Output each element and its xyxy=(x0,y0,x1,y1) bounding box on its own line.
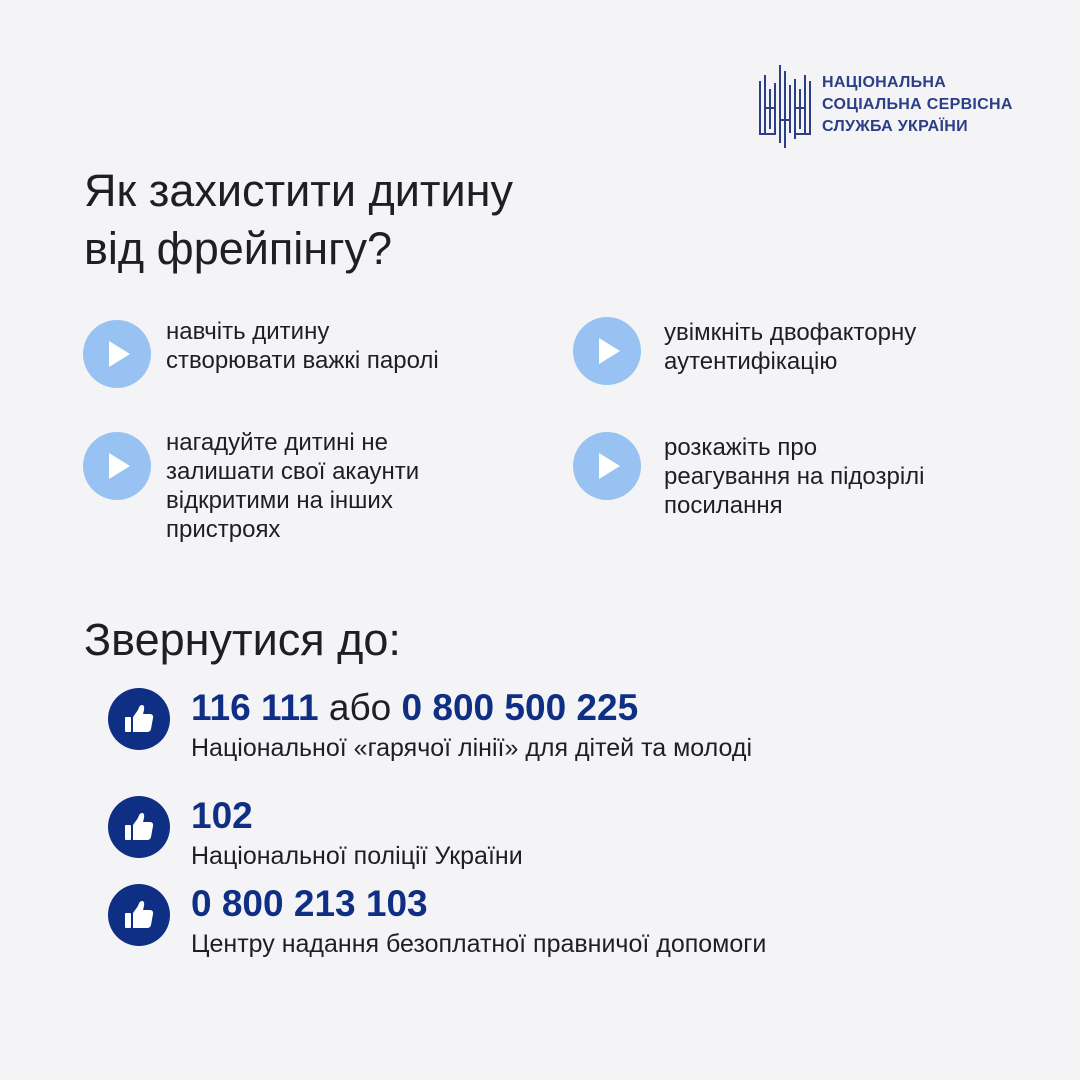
tip-line: навчіть дитину xyxy=(166,318,330,345)
tip-line: увімкніть двофакторну xyxy=(664,319,917,346)
play-icon xyxy=(83,320,151,388)
tip-line: створювати важкі паролі xyxy=(166,347,439,374)
page-title-line-1: Як захистити дитину xyxy=(84,165,513,216)
tip-line: відкритими на інших xyxy=(166,487,393,514)
contact-item xyxy=(108,796,523,871)
tip-item xyxy=(573,432,925,520)
phone-number[interactable]: 0 800 213 103 xyxy=(191,883,428,924)
tip-text xyxy=(664,318,916,376)
contact-phone xyxy=(191,688,752,728)
contacts-heading: Звернутися до: xyxy=(84,614,401,665)
contact-phone xyxy=(191,796,523,836)
thumbs-up-icon xyxy=(108,884,170,946)
contact-body xyxy=(191,884,766,959)
tip-item xyxy=(573,317,916,385)
contact-description: Національної поліції України xyxy=(191,842,523,870)
tip-line: реагування на підозрілі xyxy=(664,463,925,490)
contact-item xyxy=(108,884,766,959)
tip-item xyxy=(83,320,439,388)
org-name-line-3: СЛУЖБА УКРАЇНИ xyxy=(822,118,968,135)
phone-number-2[interactable]: 0 800 500 225 xyxy=(401,687,639,728)
contact-body xyxy=(191,796,523,871)
thumbs-up-icon xyxy=(108,796,170,858)
contact-phone xyxy=(191,884,766,924)
thumbs-up-icon xyxy=(108,688,170,750)
contact-description: Центру надання безоплатної правничої допомоги xyxy=(191,930,767,958)
contact-description: Національної «гарячої лінії» для дітей та молоді xyxy=(191,734,753,762)
phone-separator: або xyxy=(318,687,402,728)
tip-line: розкажіть про xyxy=(664,434,818,461)
tip-line: аутентифікацію xyxy=(664,348,838,375)
org-name-line-1: НАЦІОНАЛЬНА xyxy=(822,74,947,91)
tip-line: пристроях xyxy=(166,516,281,543)
phone-number[interactable]: 102 xyxy=(191,795,253,836)
page-title-line-2: від фрейпінгу? xyxy=(84,223,393,274)
org-name-line-2: СОЦІАЛЬНА СЕРВІСНА xyxy=(822,96,1013,113)
play-icon xyxy=(573,432,641,500)
tip-text xyxy=(166,428,419,544)
tip-line: нагадуйте дитині не xyxy=(166,429,388,456)
org-name xyxy=(822,72,1013,138)
ministry-logo-icon xyxy=(756,62,814,148)
tip-text xyxy=(166,317,439,375)
play-icon xyxy=(573,317,641,385)
contact-body xyxy=(191,688,752,763)
phone-number[interactable]: 116 111 xyxy=(191,687,319,728)
page-title xyxy=(84,162,513,278)
org-logo xyxy=(756,62,1013,148)
tip-text xyxy=(664,433,925,520)
contact-item xyxy=(108,688,752,763)
tip-line: посилання xyxy=(664,492,783,519)
tip-line: залишати свої акаунти xyxy=(166,458,420,485)
play-icon xyxy=(83,432,151,500)
tip-item xyxy=(83,429,420,544)
